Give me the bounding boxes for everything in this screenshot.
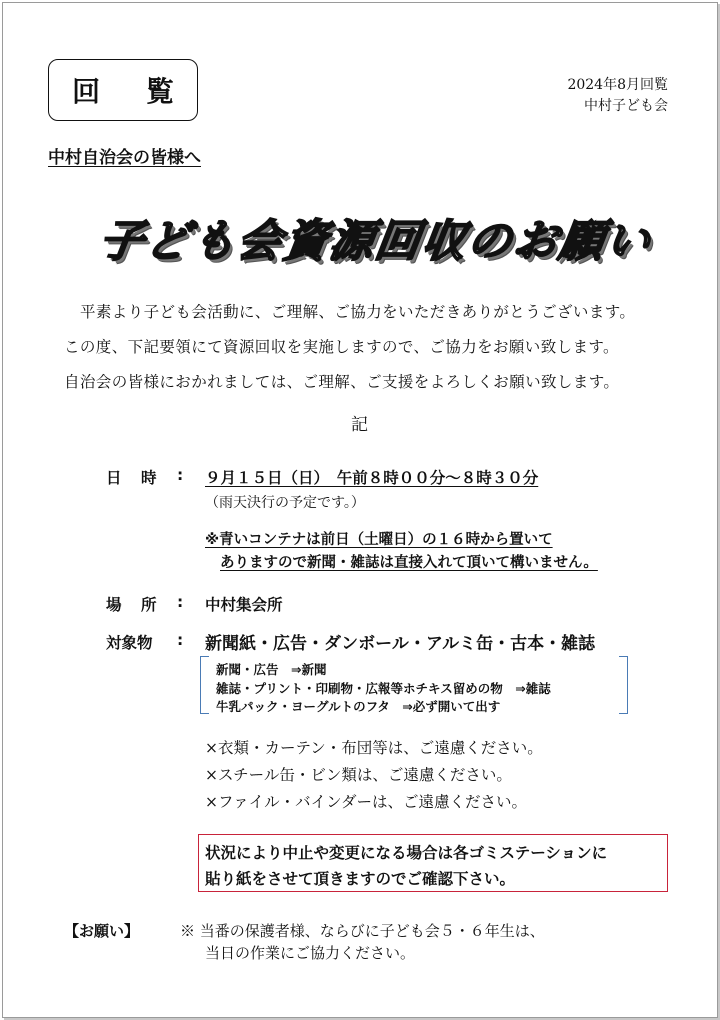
items-colon: : — [177, 631, 184, 649]
ki-mark: 記 — [351, 415, 368, 435]
sorting-line: 牛乳パック・ヨーグルトのフタ ⇒必ず開いて出す — [216, 699, 501, 714]
organization-name: 中村子ども会 — [584, 98, 668, 114]
exclusion-line: ×スチール缶・ビン類は、ご遠慮ください。 — [205, 766, 512, 784]
notice-line-1: 状況により中止や変更になる場合は各ゴミステーションに — [205, 844, 608, 862]
datetime-label: 日 時 — [106, 469, 159, 487]
date-line: 2024年8月回覧 — [567, 77, 668, 93]
exclusion-line: ×衣類・カーテン・布団等は、ご遠慮ください。 — [205, 739, 543, 757]
intro-line-2: この度、下記要領にて資源回収を実施しますので、ご協力をお願い致します。 — [64, 338, 619, 356]
items-label: 対象物 — [106, 634, 153, 652]
sorting-line: 新聞・広告 ⇒新聞 — [216, 662, 327, 677]
place-colon: : — [177, 593, 184, 611]
container-note-line-1: ※青いコンテナは前日（土曜日）の１６時から置いて — [205, 532, 553, 548]
request-line-2: 当日の作業にご協力ください。 — [205, 944, 416, 962]
place-label: 場 所 — [106, 596, 159, 614]
sorting-line: 雑誌・プリント・印刷物・広報等ホチキス留めの物 ⇒雑誌 — [216, 681, 551, 696]
intro-line-1: 平素より子ども会活動に、ご理解、ご協力をいただきありがとうございます。 — [80, 303, 636, 321]
exclusion-line: ×ファイル・バインダーは、ご遠慮ください。 — [205, 793, 528, 811]
rain-note: （雨天決行の予定です。） — [205, 495, 365, 511]
intro-line-3: 自治会の皆様におかれましては、ご理解、ご支援をよろしくお願い致します。 — [64, 373, 620, 391]
container-note-line-2: ありますので新聞・雑誌は直接入れて頂いて構いません。 — [220, 555, 598, 571]
place-value: 中村集会所 — [205, 596, 283, 614]
datetime-colon: : — [177, 466, 184, 484]
circulation-stamp — [48, 59, 198, 121]
circulation-label: 回 覧 — [72, 75, 192, 108]
headline: 子ども会資源回収のお願い — [95, 216, 655, 267]
notice-line-2: 貼り紙をさせて頂きますのでご確認下さい。 — [205, 870, 516, 888]
request-label: 【お願い】 — [64, 922, 140, 940]
addressee: 中村自治会の皆様へ — [48, 148, 201, 168]
request-line-1: ※ 当番の保護者様、ならびに子ども会５・６年生は、 — [180, 922, 545, 940]
datetime-value: ９月１５日（日） 午前８時００分～８時３０分 — [205, 469, 539, 487]
items-value: 新聞紙・広告・ダンボール・アルミ缶・古本・雑誌 — [205, 634, 596, 654]
